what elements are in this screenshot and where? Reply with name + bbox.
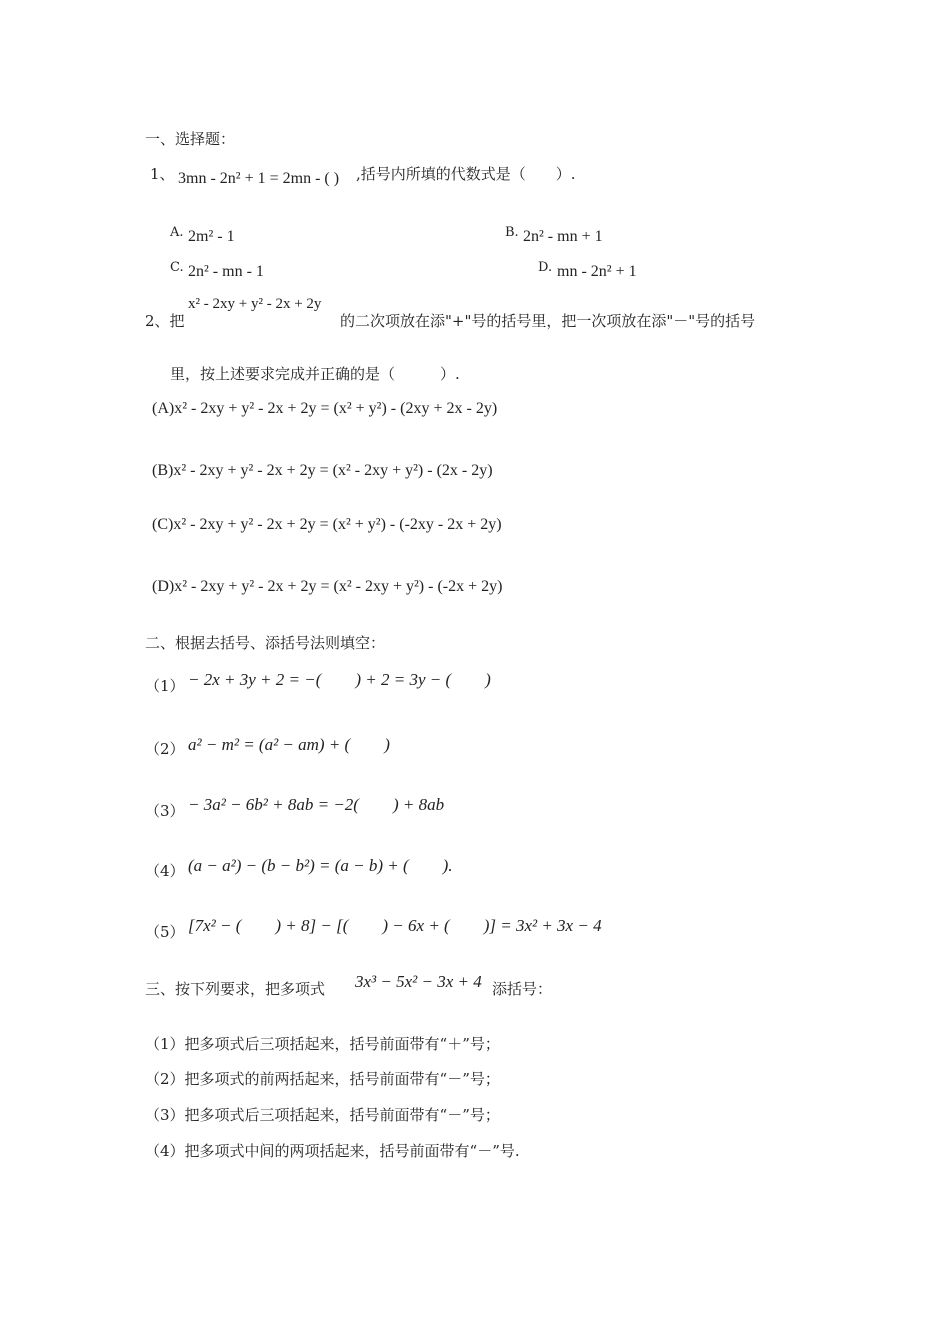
s2-item2-number: （2） [145,740,185,758]
q1-option-b-expr: 2n² - mn + 1 [523,228,603,245]
q1-number: 1、 [150,165,175,183]
q2-option-a: (A)x² - 2xy + y² - 2x + 2y = (x² + y²) - (2xy + 2x - 2y) [152,400,498,417]
q2-option-d: (D)x² - 2xy + y² - 2x + 2y = (x² - 2xy + y²) - (-2x + 2y) [152,578,503,595]
section3-title-end: 添括号： [492,980,553,998]
q1-option-d-label: D. [538,260,553,275]
q1-option-b-label: B. [505,225,519,240]
q1-text: ,括号内所填的代数式是（ ）. [356,165,576,183]
s3-item2: （2）把多项式的前两括起来，括号前面带有“－”号； [145,1070,500,1088]
q2-expression: x² - 2xy + y² - 2x + 2y [188,296,322,312]
s3-item4: （4）把多项式中间的两项括起来，括号前面带有“－”号. [145,1142,520,1160]
s2-item3-number: （3） [145,802,185,820]
s2-item2-expr: a² − m² = (a² − am) + ( ) [188,735,390,754]
q2-text-line2: 里，按上述要求完成并正确的是（ ）. [170,365,460,383]
s3-item3: （3）把多项式后三项括起来，括号前面带有“－”号； [145,1106,500,1124]
q2-number: 2、把 [145,312,185,330]
section2-title: 二、根据去括号、添括号法则填空： [145,634,386,652]
q2-option-b: (B)x² - 2xy + y² - 2x + 2y = (x² - 2xy + y²) - (2x - 2y) [152,462,493,479]
q1-option-a-expr: 2m² - 1 [188,228,235,245]
s2-item1-number: （1） [145,677,185,695]
q1-option-c-label: C. [170,260,184,275]
s2-item3-expr: − 3a² − 6b² + 8ab = −2( ) + 8ab [188,795,445,814]
q1-option-d-expr: mn - 2n² + 1 [557,263,637,280]
s2-item4-number: （4） [145,862,185,880]
q1-option-c-expr: 2n² - mn - 1 [188,263,264,280]
q2-text: 的二次项放在添"+"号的括号里，把一次项放在添"－"号的括号 [340,312,756,330]
section1-title: 一、选择题： [145,130,236,148]
q1-option-a-label: A. [170,225,184,240]
q1-expression: 3mn - 2n² + 1 = 2mn - ( ) [178,170,340,187]
s3-item1: （1）把多项式后三项括起来，括号前面带有“＋”号； [145,1035,500,1053]
section3-title: 三、按下列要求，把多项式 [145,980,326,998]
s2-item1-expr: − 2x + 3y + 2 = −( ) + 2 = 3y − ( ) [188,670,491,689]
q2-option-c: (C)x² - 2xy + y² - 2x + 2y = (x² + y²) - (-2xy - 2x + 2y) [152,516,502,533]
section3-polynomial: 3x³ − 5x² − 3x + 4 [355,972,482,991]
s2-item5-expr: [7x² − ( ) + 8] − [( ) − 6x + ( )] = 3x² + 3x − 4 [188,916,602,935]
s2-item4-expr: (a − a²) − (b − b²) = (a − b) + ( ). [188,856,453,875]
s2-item5-number: （5） [145,923,185,941]
